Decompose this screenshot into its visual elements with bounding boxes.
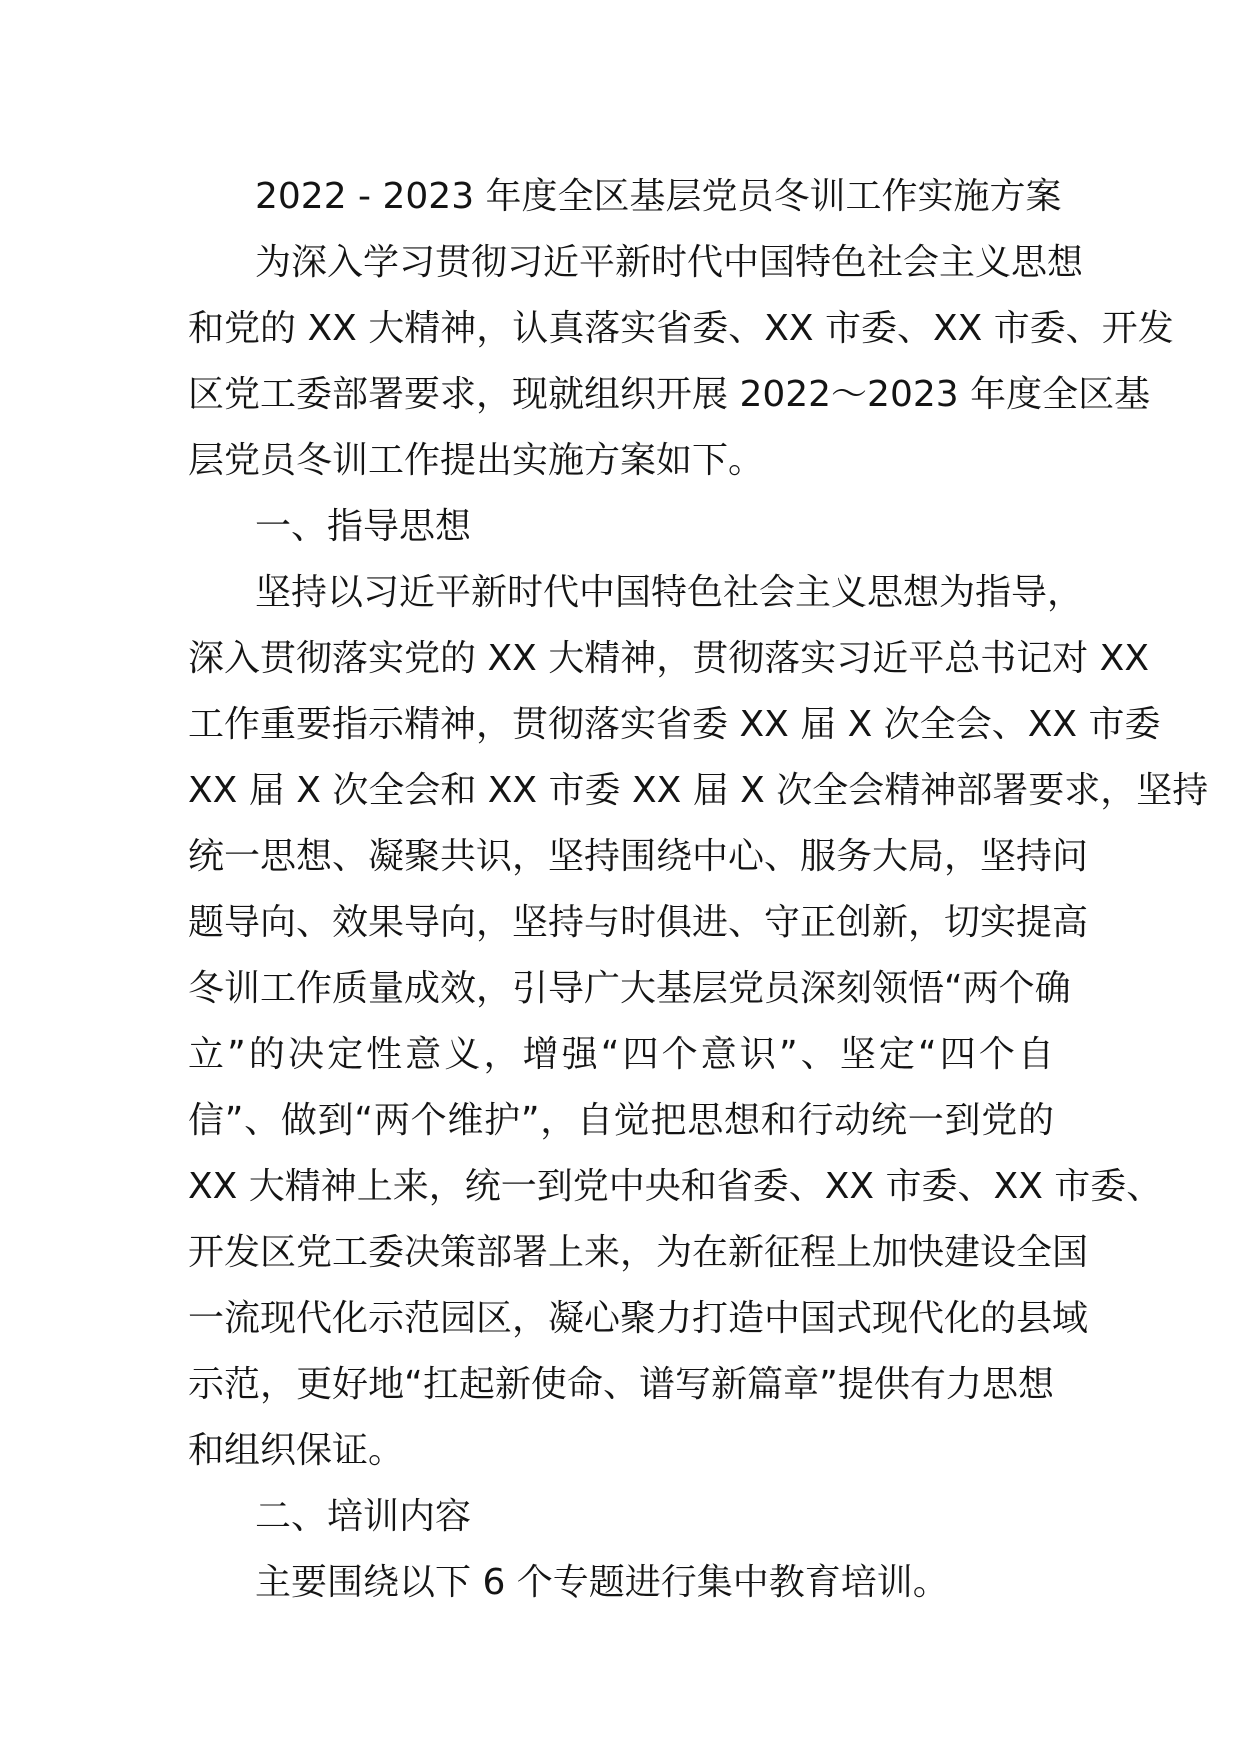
document-title: 2022 - 2023 年度全区基层党员冬训工作实施方案 — [255, 176, 1062, 217]
paragraph-line: XX 届 X 次全会和 XX 市委 XX 届 X 次全会精神部署要求，坚持 — [188, 770, 1209, 811]
paragraph-line: 主要围绕以下 6 个专题进行集中教育培训。 — [255, 1562, 949, 1603]
paragraph-line: 信”、做到“两个维护”，自觉把思想和行动统一到党的 — [188, 1100, 1054, 1141]
paragraph-line: 冬训工作质量成效，引导广大基层党员深刻领悟“两个确 — [188, 968, 1071, 1009]
paragraph-line: 深入贯彻落实党的 XX 大精神，贯彻落实习近平总书记对 XX — [188, 638, 1149, 679]
paragraph-line: 示范，更好地“扛起新使命、谱写新篇章”提供有力思想 — [188, 1364, 1054, 1405]
document-body — [188, 164, 1209, 1616]
paragraph-line: 立”的决定性意义，增强“四个意识”、坚定“四个自 — [188, 1034, 1054, 1075]
guiding-ideology-paragraph — [188, 560, 1209, 1484]
paragraph-line: 统一思想、凝聚共识，坚持围绕中心、服务大局，坚持问 — [188, 836, 1089, 877]
section-heading-training-content: 二、培训内容 — [255, 1496, 472, 1537]
paragraph-line: 题导向、效果导向，坚持与时俱进、守正创新，切实提高 — [188, 902, 1089, 943]
paragraph-line: 为深入学习贯彻习近平新时代中国特色社会主义思想 — [255, 242, 1084, 283]
intro-paragraph — [188, 230, 1174, 494]
paragraph-line: 区党工委部署要求，现就组织开展 2022～2023 年度全区基 — [188, 374, 1151, 415]
paragraph-line: 坚持以习近平新时代中国特色社会主义思想为指导， — [255, 572, 1084, 613]
paragraph-line: 工作重要指示精神，贯彻落实省委 XX 届 X 次全会、XX 市委 — [188, 704, 1161, 745]
paragraph-line: 一流现代化示范园区，凝心聚力打造中国式现代化的县域 — [188, 1298, 1089, 1339]
section-heading-guiding-ideology: 一、指导思想 — [255, 506, 472, 547]
paragraph-line: 和党的 XX 大精神，认真落实省委、XX 市委、XX 市委、开发 — [188, 308, 1174, 349]
paragraph-line: XX 大精神上来，统一到党中央和省委、XX 市委、XX 市委、 — [188, 1166, 1163, 1207]
paragraph-line: 层党员冬训工作提出实施方案如下。 — [188, 440, 765, 481]
paragraph-line: 和组织保证。 — [188, 1430, 405, 1471]
training-content-paragraph — [188, 1550, 1054, 1616]
paragraph-line: 开发区党工委决策部署上来，为在新征程上加快建设全国 — [188, 1232, 1089, 1273]
